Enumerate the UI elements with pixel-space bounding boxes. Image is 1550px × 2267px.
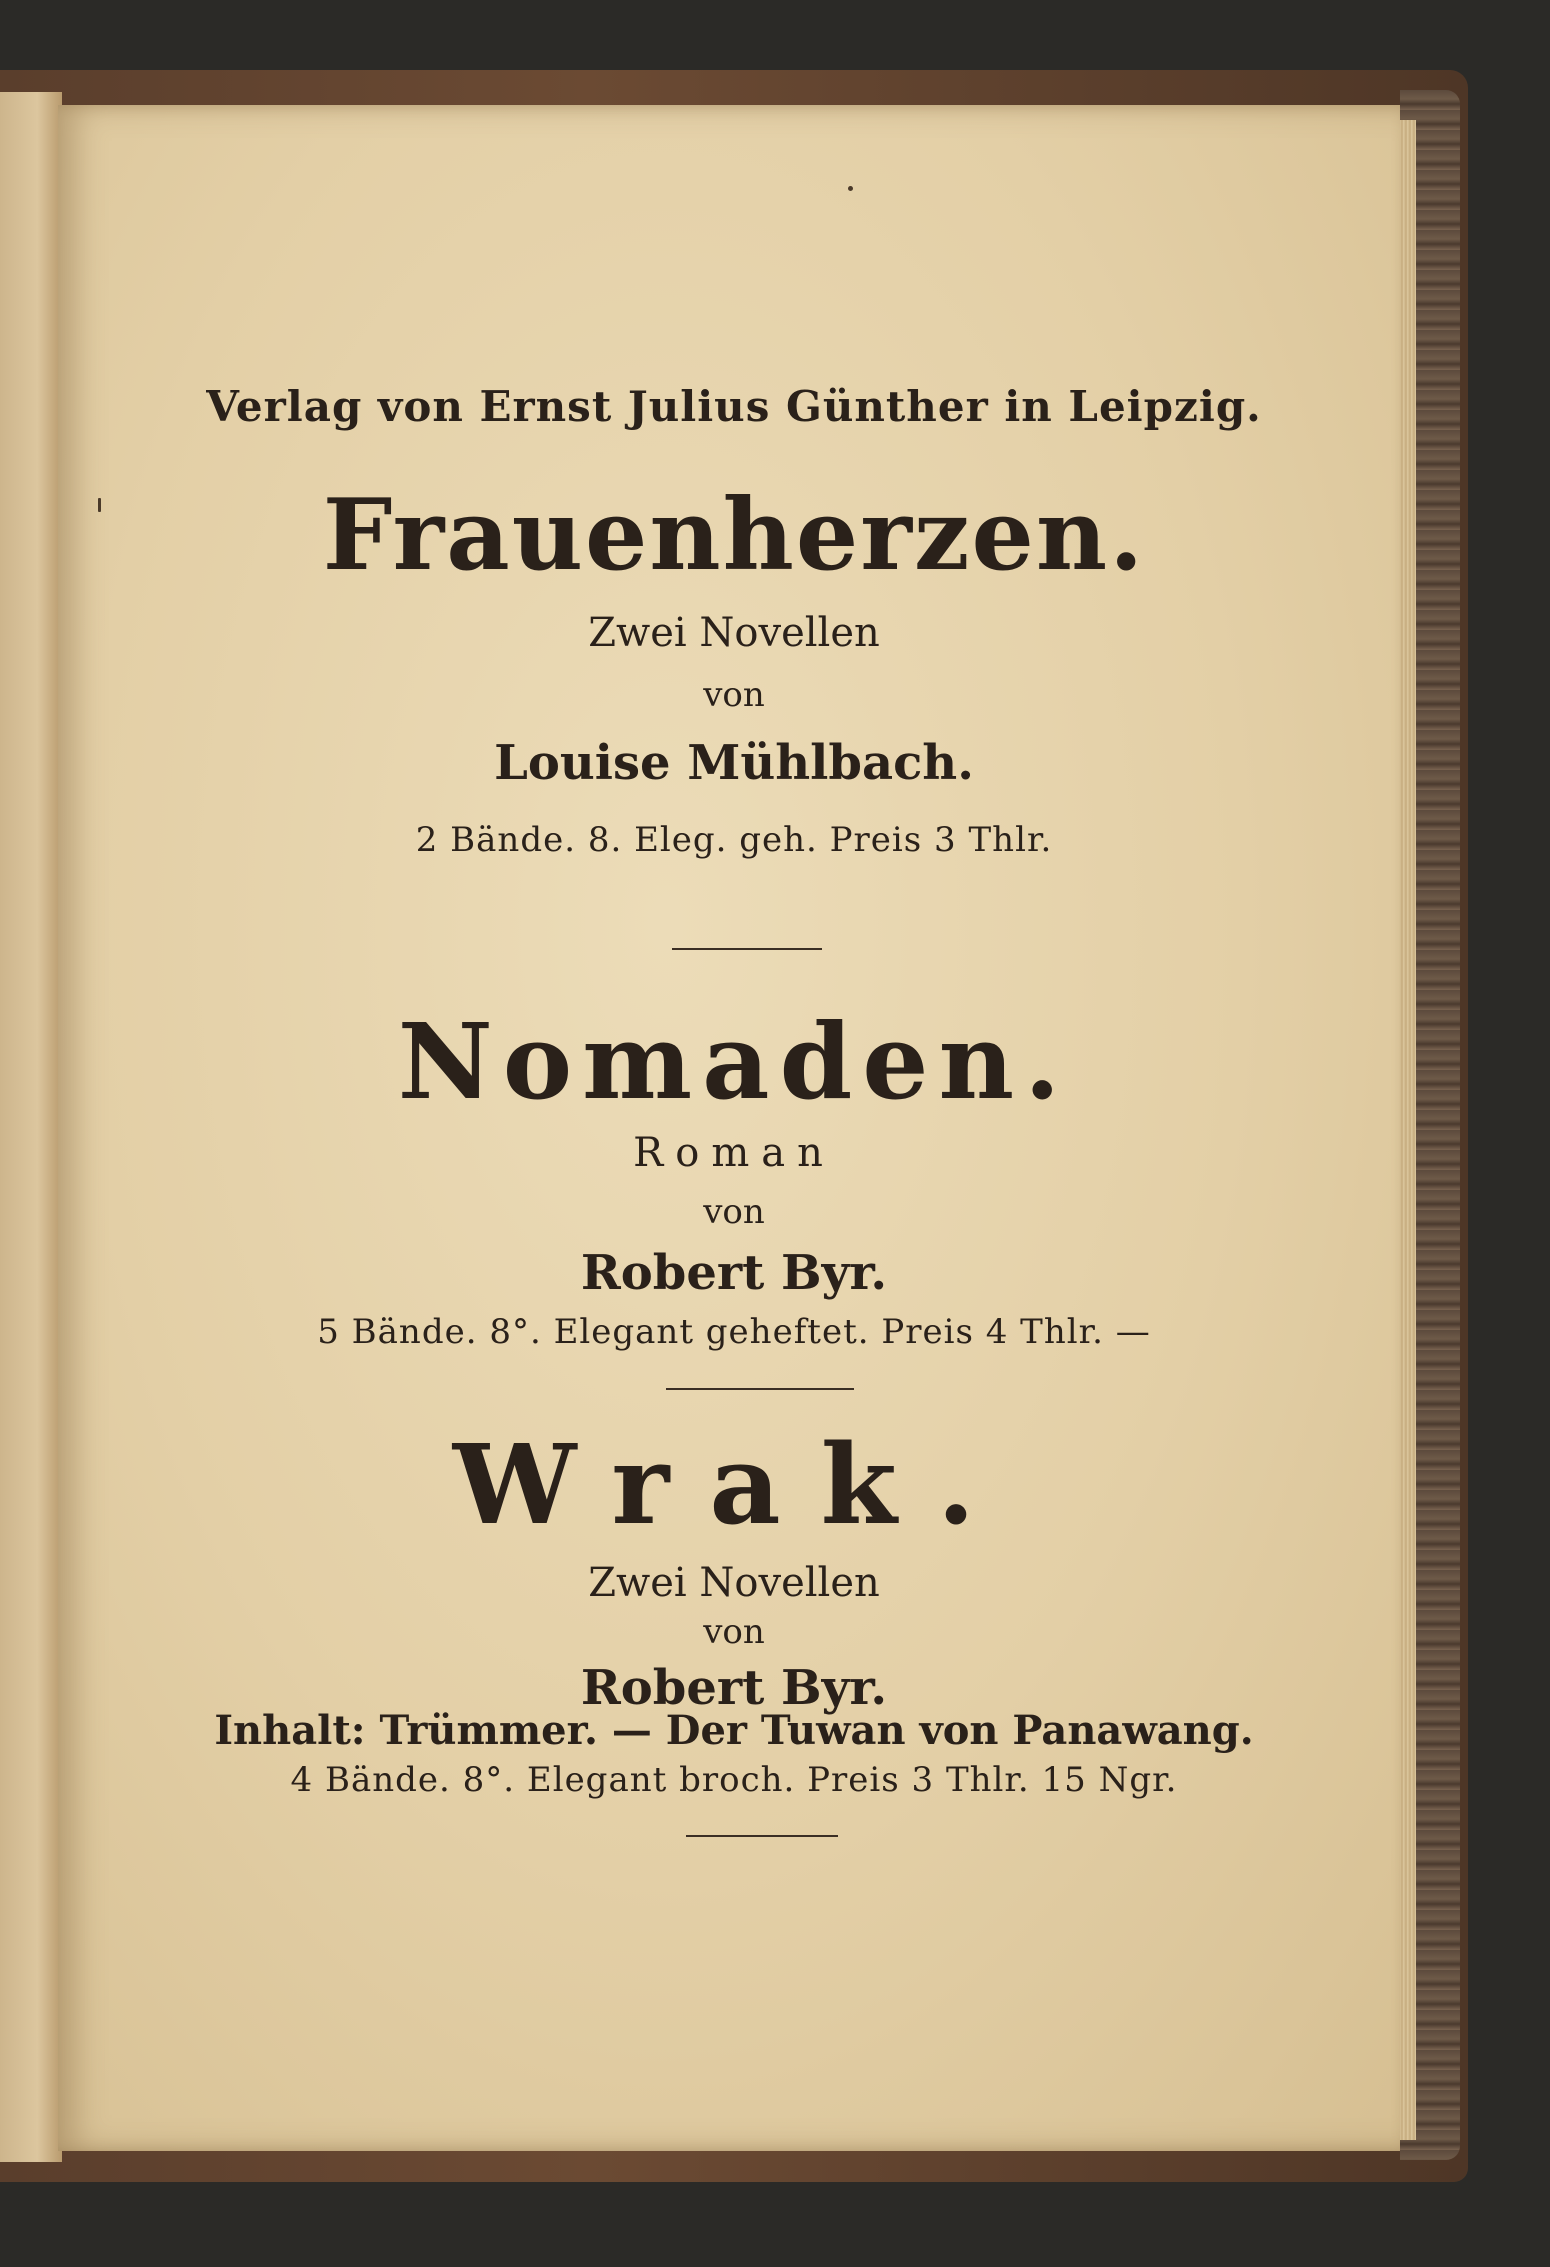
book-author: Louise Mühlbach. <box>494 735 974 791</box>
left-page-edge <box>0 92 62 2162</box>
book-subtitle: Roman <box>633 1130 835 1176</box>
von-label: von <box>703 1192 765 1232</box>
von-label: von <box>703 1612 765 1652</box>
book-author: Robert Byr. <box>580 1245 888 1301</box>
book-title-frauenherzen: Frauenherzen. <box>322 478 1146 593</box>
book-price-line: 4 Bände. 8°. Elegant broch. Preis 3 Thlr. 15 Ngr. <box>290 1760 1178 1800</box>
book-subtitle: Zwei Novellen <box>588 610 880 656</box>
book-subtitle: Zwei Novellen <box>588 1560 880 1606</box>
book-price-line: 5 Bände. 8°. Elegant geheftet. Preis 4 Thlr. — <box>317 1312 1151 1352</box>
book-title-wrak: Wrak. <box>452 1420 1016 1549</box>
book-author: Robert Byr. <box>580 1660 888 1716</box>
paper-speck <box>98 498 101 512</box>
section-divider <box>672 948 822 950</box>
book-contents: Inhalt: Trümmer. — Der Tuwan von Panawang. <box>214 1707 1254 1754</box>
section-divider <box>666 1388 854 1390</box>
publisher-line: Verlag von Ernst Julius Günther in Leipzig. <box>206 382 1262 431</box>
book-price-line: 2 Bände. 8. Eleg. geh. Preis 3 Thlr. <box>415 820 1053 860</box>
von-label: von <box>703 675 765 715</box>
paper-speck <box>848 186 853 191</box>
section-divider <box>686 1835 838 1837</box>
book-title-nomaden: Nomaden. <box>397 1000 1071 1123</box>
